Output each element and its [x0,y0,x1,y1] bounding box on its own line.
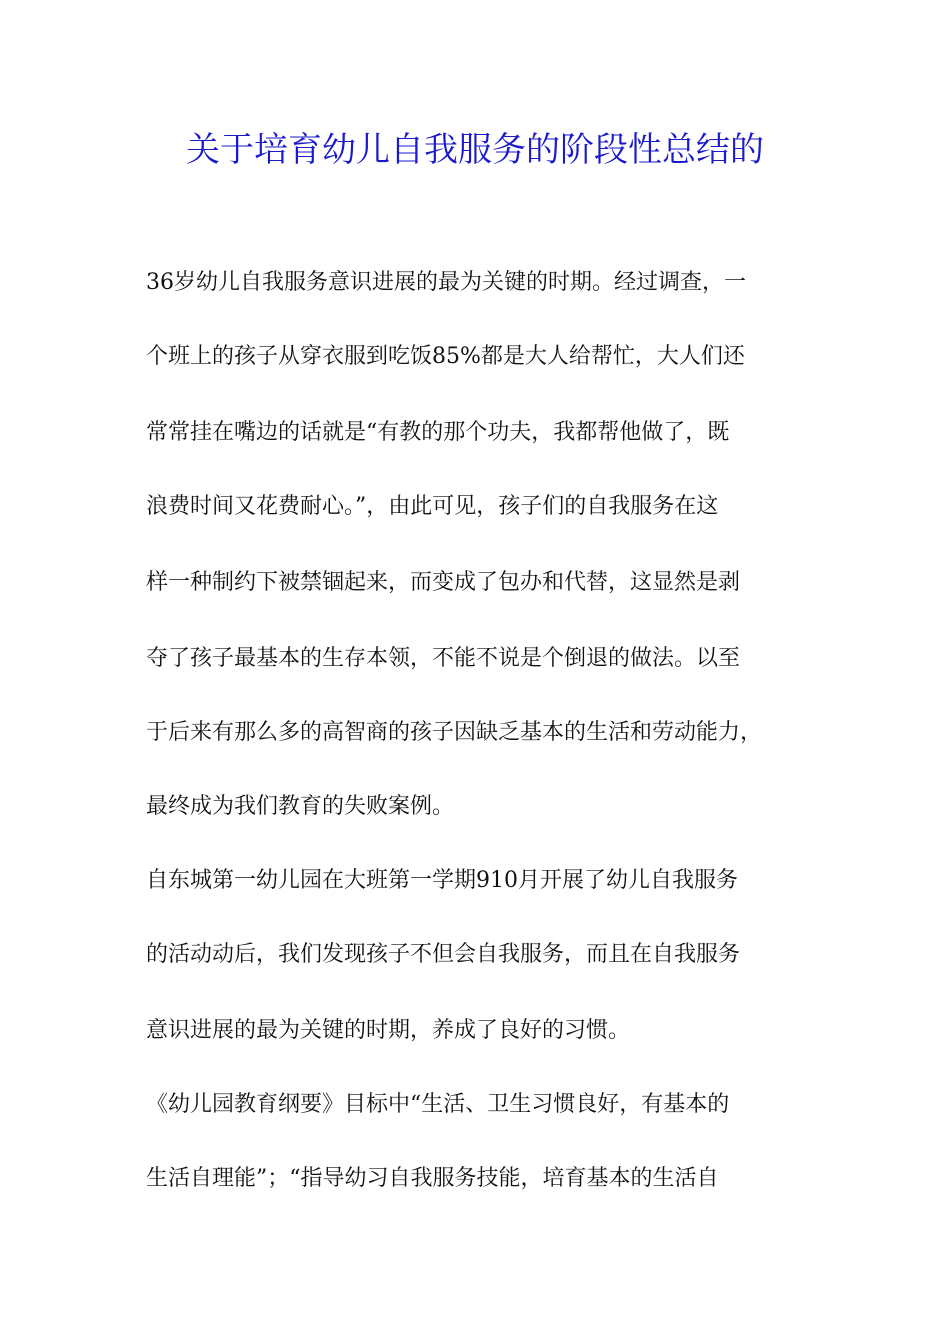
paragraph-2-line-2: 的活动动后，我们发现孩子不但会自我服务，而且在自我服务 [146,942,741,967]
paragraph-3-line-1: 《幼儿园教育纲要》目标中“生活、卫生习惯良好，有基本的 [146,1092,730,1117]
paragraph-1-line-5: 样一种制约下被禁锢起来，而变成了包办和代替，这显然是剥 [146,570,741,595]
paragraph-1-line-3: 常常挂在嘴边的话就是“有教的那个功夫，我都帮他做了，既 [146,420,730,445]
paragraph-1-line-2: 个班上的孩子从穿衣服到吃饭85%都是大人给帮忙，大人们还 [146,344,745,369]
document-title: 关于培育幼儿自我服务的阶段性总结的 [186,130,764,170]
paragraph-1-line-6: 夺了孩子最基本的生存本领，不能不说是个倒退的做法。以至 [146,646,741,671]
paragraph-2-line-1: 自东城第一幼儿园在大班第一学期910月开展了幼儿自我服务 [146,868,738,893]
paragraph-1-line-4: 浪费时间又花费耐心。”，由此可见，孩子们的自我服务在这 [146,494,719,519]
paragraph-1-line-7: 于后来有那么多的高智商的孩子因缺乏基本的生活和劳动能力， [146,720,763,745]
paragraph-1-line-1: 36岁幼儿自我服务意识进展的最为关键的时期。经过调查，一 [146,270,746,295]
paragraph-2-line-3: 意识进展的最为关键的时期，养成了良好的习惯。 [146,1018,631,1043]
paragraph-1-line-8: 最终成为我们教育的失败案例。 [146,794,455,819]
paragraph-3-line-2: 生活自理能”；“指导幼习自我服务技能，培育基本的生活自 [146,1166,719,1191]
